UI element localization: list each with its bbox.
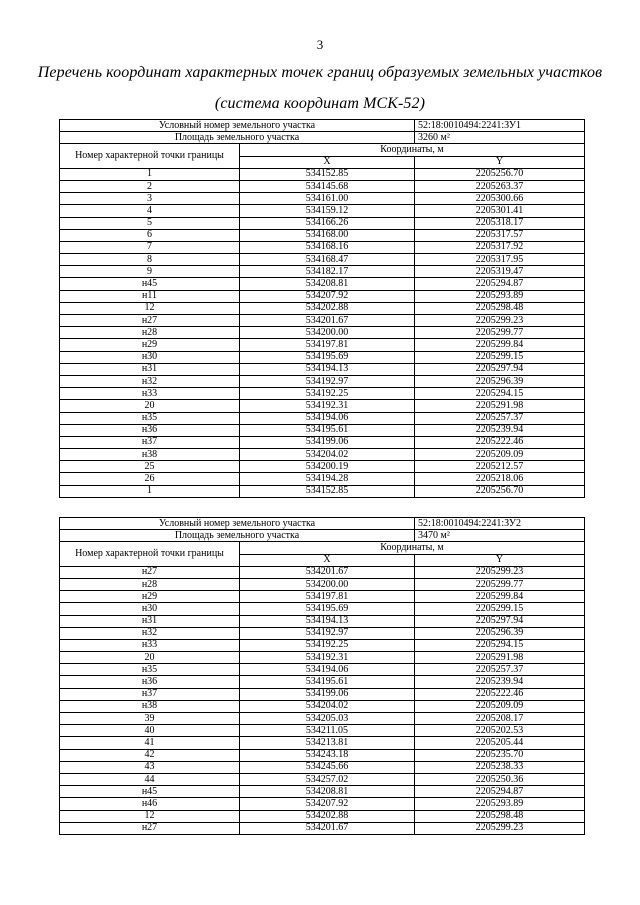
x-coordinate: 534200.00 <box>240 578 415 590</box>
table-row <box>60 591 585 603</box>
y-coordinate: 2205317.92 <box>415 241 585 253</box>
point-number: н27 <box>60 822 240 834</box>
x-coordinate: 534194.06 <box>240 412 415 424</box>
table-row <box>60 688 585 700</box>
table-row <box>60 700 585 712</box>
y-coordinate: 2205296.39 <box>415 627 585 639</box>
table-row <box>60 315 585 327</box>
point-number: 40 <box>60 725 240 737</box>
table-row <box>60 822 585 834</box>
y-coordinate: 2205294.87 <box>415 786 585 798</box>
point-number: н45 <box>60 786 240 798</box>
y-coordinate: 2205294.15 <box>415 388 585 400</box>
table-row <box>60 412 585 424</box>
point-number: 26 <box>60 473 240 485</box>
point-number: н36 <box>60 424 240 436</box>
y-coordinate: 2205294.87 <box>415 278 585 290</box>
table-row <box>60 676 585 688</box>
table-row <box>60 436 585 448</box>
point-number: н29 <box>60 591 240 603</box>
y-coordinate: 2205222.46 <box>415 436 585 448</box>
point-number: н27 <box>60 315 240 327</box>
x-coordinate: 534192.25 <box>240 639 415 651</box>
x-coordinate: 534194.13 <box>240 363 415 375</box>
table-row <box>60 400 585 412</box>
x-coordinate: 534202.88 <box>240 302 415 314</box>
table-row <box>60 737 585 749</box>
table-row <box>60 566 585 578</box>
y-coordinate: 2205257.37 <box>415 412 585 424</box>
x-coordinate: 534245.66 <box>240 761 415 773</box>
table-row <box>60 761 585 773</box>
y-coordinate: 2205296.39 <box>415 375 585 387</box>
table-body <box>60 120 585 498</box>
area-value: 3260 м² <box>415 132 585 144</box>
table-row <box>60 639 585 651</box>
point-number: н38 <box>60 700 240 712</box>
coordinate-system-subtitle: (система координат МСК-52) <box>214 95 426 112</box>
y-coordinate: 2205250.36 <box>415 773 585 785</box>
area-value: 3470 м² <box>415 530 585 542</box>
x-coordinate: 534199.06 <box>240 436 415 448</box>
y-coordinate: 2205298.48 <box>415 810 585 822</box>
y-coordinate: 2205299.23 <box>415 822 585 834</box>
y-coordinate: 2205218.06 <box>415 473 585 485</box>
x-coordinate: 534208.81 <box>240 786 415 798</box>
table-row <box>60 363 585 375</box>
y-coordinate: 2205291.98 <box>415 400 585 412</box>
table-row <box>60 388 585 400</box>
table-body <box>60 518 585 835</box>
y-coordinate: 2205239.94 <box>415 424 585 436</box>
point-number: 6 <box>60 229 240 241</box>
table-row <box>60 168 585 180</box>
y-coordinate: 2205299.77 <box>415 578 585 590</box>
x-coordinate: 534192.25 <box>240 388 415 400</box>
x-coordinate: 534204.02 <box>240 449 415 461</box>
x-coordinate: 534205.03 <box>240 713 415 725</box>
table-row <box>60 302 585 314</box>
coordinates-header: Координаты, м <box>240 144 585 156</box>
point-number: 3 <box>60 193 240 205</box>
cadastral-value: 52:18:0010494:2241:ЗУ2 <box>415 518 585 530</box>
y-coordinate: 2205299.84 <box>415 339 585 351</box>
coordinates-header: Координаты, м <box>240 542 585 554</box>
x-coordinate: 534208.81 <box>240 278 415 290</box>
table-row <box>60 578 585 590</box>
table-row <box>60 241 585 253</box>
x-coordinate: 534145.68 <box>240 180 415 192</box>
y-coordinate: 2205209.09 <box>415 449 585 461</box>
y-coordinate: 2205209.09 <box>415 700 585 712</box>
x-coordinate: 534152.85 <box>240 168 415 180</box>
y-coordinate: 2205257.37 <box>415 664 585 676</box>
x-coordinate: 534211.05 <box>240 725 415 737</box>
y-coordinate: 2205299.15 <box>415 603 585 615</box>
table-row <box>60 485 585 497</box>
x-coordinate: 534192.97 <box>240 375 415 387</box>
x-coordinate: 534213.81 <box>240 737 415 749</box>
y-coordinate: 2205319.47 <box>415 266 585 278</box>
y-coordinate: 2205239.94 <box>415 676 585 688</box>
cadastral-value: 52:18:0010494:2241:ЗУ1 <box>415 120 585 132</box>
point-number: н29 <box>60 339 240 351</box>
x-header: X <box>240 554 415 566</box>
cadastral-label: Условный номер земельного участка <box>60 120 415 132</box>
x-coordinate: 534195.69 <box>240 603 415 615</box>
x-coordinate: 534201.67 <box>240 315 415 327</box>
point-number: н37 <box>60 688 240 700</box>
x-coordinate: 534159.12 <box>240 205 415 217</box>
x-coordinate: 534195.69 <box>240 351 415 363</box>
table-row <box>60 786 585 798</box>
x-coordinate: 534243.18 <box>240 749 415 761</box>
table-row <box>60 627 585 639</box>
y-coordinate: 2205300.66 <box>415 193 585 205</box>
point-number: н32 <box>60 375 240 387</box>
point-number: н28 <box>60 578 240 590</box>
x-coordinate: 534202.88 <box>240 810 415 822</box>
x-coordinate: 534200.19 <box>240 461 415 473</box>
table-row <box>60 603 585 615</box>
point-number: 39 <box>60 713 240 725</box>
point-number: н33 <box>60 388 240 400</box>
point-number: н32 <box>60 627 240 639</box>
x-coordinate: 534168.16 <box>240 241 415 253</box>
table-row <box>60 749 585 761</box>
x-coordinate: 534168.47 <box>240 254 415 266</box>
x-coordinate: 534152.85 <box>240 485 415 497</box>
point-number: 42 <box>60 749 240 761</box>
x-coordinate: 534201.67 <box>240 822 415 834</box>
table-row <box>60 773 585 785</box>
x-coordinate: 534195.61 <box>240 424 415 436</box>
table-row <box>60 205 585 217</box>
header-row <box>60 542 585 554</box>
cadastral-label: Условный номер земельного участка <box>60 518 415 530</box>
point-number: н11 <box>60 290 240 302</box>
area-label: Площадь земельного участка <box>60 530 415 542</box>
cadastral-row <box>60 120 585 132</box>
y-coordinate: 2205317.95 <box>415 254 585 266</box>
point-number: н30 <box>60 351 240 363</box>
point-number: н37 <box>60 436 240 448</box>
cadastral-row <box>60 518 585 530</box>
point-number: н35 <box>60 412 240 424</box>
table-row <box>60 461 585 473</box>
point-number: н38 <box>60 449 240 461</box>
x-coordinate: 534166.26 <box>240 217 415 229</box>
table-row <box>60 664 585 676</box>
table-row <box>60 798 585 810</box>
point-number: н33 <box>60 639 240 651</box>
y-coordinate: 2205212.57 <box>415 461 585 473</box>
table-row <box>60 229 585 241</box>
table-row <box>60 375 585 387</box>
point-number: 1 <box>60 168 240 180</box>
x-coordinate: 534197.81 <box>240 339 415 351</box>
table-row <box>60 180 585 192</box>
table-row <box>60 615 585 627</box>
table-row <box>60 473 585 485</box>
y-coordinate: 2205263.37 <box>415 180 585 192</box>
point-number: 8 <box>60 254 240 266</box>
y-coordinate: 2205317.57 <box>415 229 585 241</box>
y-coordinate: 2205299.84 <box>415 591 585 603</box>
header-row <box>60 144 585 156</box>
x-coordinate: 534194.06 <box>240 664 415 676</box>
point-number: 20 <box>60 652 240 664</box>
y-coordinate: 2205293.89 <box>415 290 585 302</box>
y-coordinate: 2205256.70 <box>415 168 585 180</box>
x-coordinate: 534195.61 <box>240 676 415 688</box>
point-number: 7 <box>60 241 240 253</box>
y-coordinate: 2205238.33 <box>415 761 585 773</box>
table-row <box>60 339 585 351</box>
y-coordinate: 2205318.17 <box>415 217 585 229</box>
point-number: 4 <box>60 205 240 217</box>
x-coordinate: 534182.17 <box>240 266 415 278</box>
y-coordinate: 2205299.15 <box>415 351 585 363</box>
x-coordinate: 534204.02 <box>240 700 415 712</box>
y-coordinate: 2205294.15 <box>415 639 585 651</box>
point-number: н36 <box>60 676 240 688</box>
table-row <box>60 193 585 205</box>
table-row <box>60 254 585 266</box>
point-number: 12 <box>60 810 240 822</box>
point-number: н45 <box>60 278 240 290</box>
y-coordinate: 2205299.23 <box>415 315 585 327</box>
y-coordinate: 2205291.98 <box>415 652 585 664</box>
area-label: Площадь земельного участка <box>60 132 415 144</box>
table-row <box>60 424 585 436</box>
x-coordinate: 534192.31 <box>240 652 415 664</box>
point-number: н28 <box>60 327 240 339</box>
table-row <box>60 278 585 290</box>
table-row <box>60 652 585 664</box>
point-number: н27 <box>60 566 240 578</box>
point-number: 25 <box>60 461 240 473</box>
document-title: Перечень координат характерных точек границ образуемых земельных участков <box>37 64 603 81</box>
table-row <box>60 290 585 302</box>
point-number: 12 <box>60 302 240 314</box>
x-coordinate: 534168.00 <box>240 229 415 241</box>
y-coordinate: 2205297.94 <box>415 615 585 627</box>
point-number: н46 <box>60 798 240 810</box>
point-number: 2 <box>60 180 240 192</box>
y-coordinate: 2205301.41 <box>415 205 585 217</box>
point-number-header: Номер характерной точки границы <box>60 144 240 168</box>
x-coordinate: 534197.81 <box>240 591 415 603</box>
table-row <box>60 449 585 461</box>
point-number: н31 <box>60 615 240 627</box>
point-number: 5 <box>60 217 240 229</box>
x-coordinate: 534192.97 <box>240 627 415 639</box>
x-coordinate: 534194.28 <box>240 473 415 485</box>
point-number: 20 <box>60 400 240 412</box>
x-coordinate: 534257.02 <box>240 773 415 785</box>
x-coordinate: 534194.13 <box>240 615 415 627</box>
y-header: Y <box>415 554 585 566</box>
y-coordinate: 2205256.70 <box>415 485 585 497</box>
area-row <box>60 530 585 542</box>
table-row <box>60 217 585 229</box>
x-coordinate: 534201.67 <box>240 566 415 578</box>
point-number: 44 <box>60 773 240 785</box>
x-coordinate: 534200.00 <box>240 327 415 339</box>
table-row <box>60 725 585 737</box>
x-header: X <box>240 156 415 168</box>
table-row <box>60 266 585 278</box>
y-coordinate: 2205293.89 <box>415 798 585 810</box>
point-number: 41 <box>60 737 240 749</box>
page-number: 3 <box>316 37 324 52</box>
y-coordinate: 2205222.46 <box>415 688 585 700</box>
point-number: 1 <box>60 485 240 497</box>
point-number: н30 <box>60 603 240 615</box>
table-row <box>60 327 585 339</box>
y-coordinate: 2205299.77 <box>415 327 585 339</box>
point-number: н31 <box>60 363 240 375</box>
x-coordinate: 534161.00 <box>240 193 415 205</box>
y-coordinate: 2205299.23 <box>415 566 585 578</box>
point-number: 43 <box>60 761 240 773</box>
coordinates-table-parcel-1 <box>59 119 585 498</box>
point-number-header: Номер характерной точки границы <box>60 542 240 566</box>
y-coordinate: 2205208.17 <box>415 713 585 725</box>
x-coordinate: 534207.92 <box>240 290 415 302</box>
y-coordinate: 2205202.53 <box>415 725 585 737</box>
table-row <box>60 351 585 363</box>
y-coordinate: 2205235.70 <box>415 749 585 761</box>
y-coordinate: 2205297.94 <box>415 363 585 375</box>
coordinates-table-parcel-2 <box>59 517 585 835</box>
table-row <box>60 713 585 725</box>
y-coordinate: 2205298.48 <box>415 302 585 314</box>
table-row <box>60 810 585 822</box>
point-number: 9 <box>60 266 240 278</box>
y-coordinate: 2205205.44 <box>415 737 585 749</box>
y-header: Y <box>415 156 585 168</box>
point-number: н35 <box>60 664 240 676</box>
x-coordinate: 534199.06 <box>240 688 415 700</box>
area-row <box>60 132 585 144</box>
x-coordinate: 534207.92 <box>240 798 415 810</box>
x-coordinate: 534192.31 <box>240 400 415 412</box>
